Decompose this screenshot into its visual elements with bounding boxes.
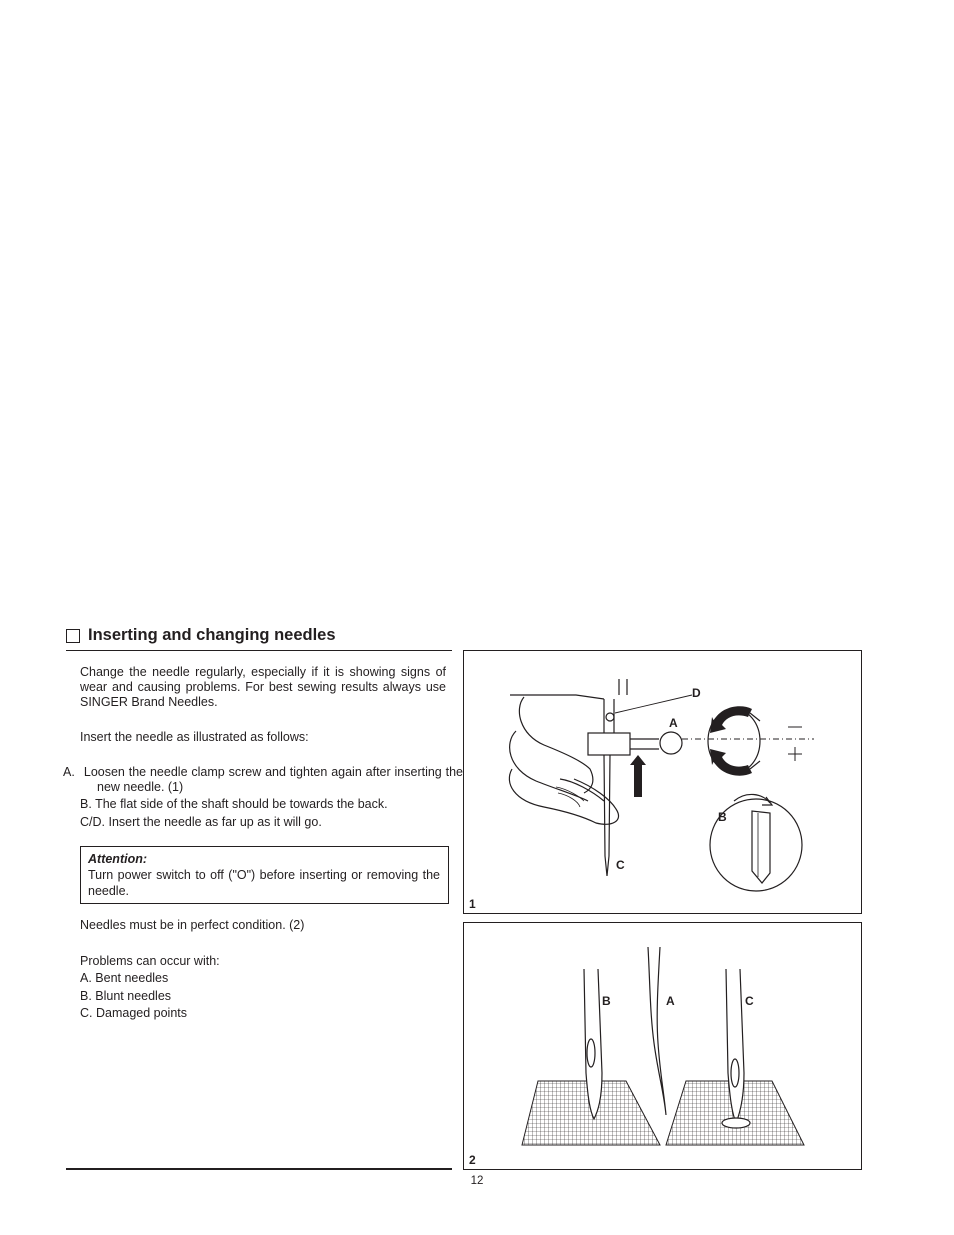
step-a-text: Loosen the needle clamp screw and tighten again after inserting the new needle. (1) [83, 765, 463, 794]
problems-intro: Problems can occur with: [80, 954, 220, 968]
step-cd-label: C/D. [80, 815, 105, 829]
step-b-text: The flat side of the shaft should be towards the back. [95, 797, 388, 811]
label-a: A [669, 716, 678, 730]
label-d: D [692, 686, 701, 700]
step-cd-text: Insert the needle as far up as it will go. [108, 815, 322, 829]
step-cd [80, 815, 446, 830]
section-heading [66, 626, 336, 645]
label-b: B [718, 810, 727, 824]
label-c: C [745, 994, 754, 1008]
insert-intro: Insert the needle as illustrated as follows: [80, 730, 309, 744]
page-title: Inserting and changing needles [88, 626, 336, 644]
intro-paragraph: Change the needle regularly, especially if it is showing signs of wear and causing problems. For best sewing results always use SINGER Brand Needles. [80, 665, 446, 709]
label-c: C [616, 858, 625, 872]
attention-body: Turn power switch to off ("O") before inserting or removing the needle. [88, 868, 440, 898]
problem-item: A. Bent needles [80, 971, 169, 985]
step-b-label: B. [80, 797, 92, 811]
label-a: A [666, 994, 675, 1008]
attention-title: Attention: [88, 852, 148, 866]
divider-bottom [66, 1168, 452, 1170]
needle-condition-illustration [464, 923, 861, 1169]
attention-box [80, 846, 449, 904]
figure-1 [463, 650, 862, 914]
problem-item: B. Blunt needles [80, 989, 172, 1003]
page-number: 12 [470, 1175, 484, 1187]
condition-text: Needles must be in perfect condition. (2) [80, 918, 305, 932]
step-b [80, 797, 446, 812]
label-b: B [602, 994, 611, 1008]
step-a: A. Loosen the needle clamp screw and tighten again after inserting the new needle. (1) [63, 765, 463, 794]
needle-insertion-illustration [464, 651, 861, 913]
figure-2-number: 2 [469, 1153, 476, 1167]
figure-1-number: 1 [469, 897, 476, 911]
figure-2 [463, 922, 862, 1170]
problem-item: C. Damaged points [80, 1006, 188, 1020]
divider-top [66, 650, 452, 651]
checkbox-square-icon [66, 629, 80, 643]
